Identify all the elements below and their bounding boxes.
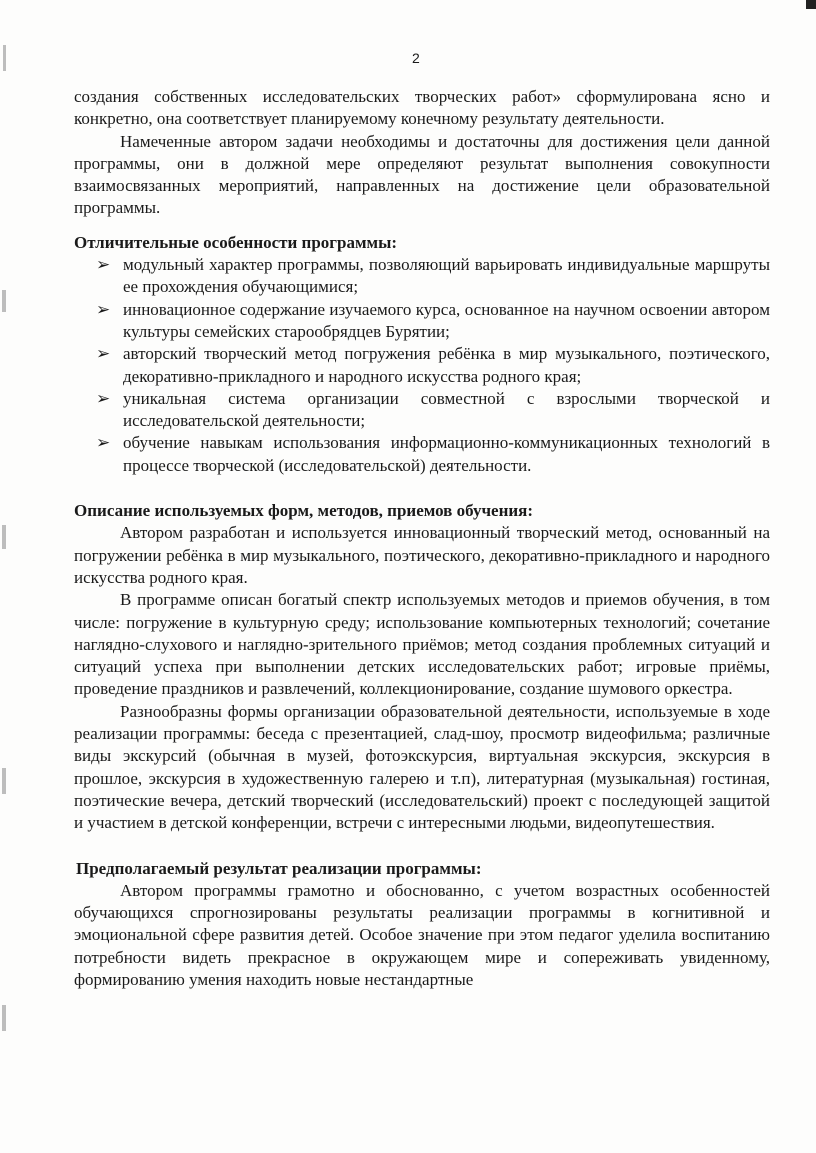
methods-heading: Описание используемых форм, методов, приемов обучения: (74, 501, 534, 521)
arrowhead-bullet-icon: ➢ (96, 433, 111, 454)
features-list (74, 254, 770, 477)
page-number: 2 (412, 50, 420, 66)
features-item-text: обучение навыкам использования информационно-коммуникационных технологий в процессе творческой (исследовательской) деятельности. (123, 433, 770, 475)
features-list-item (74, 388, 770, 433)
scan-corner-mark (806, 0, 816, 9)
methods-paragraph: Автором разработан и используется инновационный творческий метод, основанный на погружении ребёнка в мир музыкального, поэтического, декоративно-прикладного и народного искусства родного края. (74, 523, 770, 587)
arrowhead-bullet-icon: ➢ (96, 299, 111, 320)
scan-edge-mark (3, 45, 6, 71)
page-content (74, 86, 770, 991)
features-list-item (74, 254, 770, 299)
scan-edge-mark (2, 290, 6, 312)
features-item-text: уникальная система организации совместной с взрослыми творческой и исследовательской деятельности; (123, 388, 770, 431)
scan-edge-mark (2, 525, 6, 549)
scan-edge-mark (2, 768, 6, 794)
arrowhead-bullet-icon: ➢ (96, 344, 111, 365)
features-heading: Отличительные особенности программы: (74, 232, 398, 252)
arrowhead-bullet-icon: ➢ (96, 255, 111, 276)
methods-paragraph: В программе описан богатый спектр используемых методов и приемов обучения, в том числе: погружение в культурную среду; использование компьютерных технологий; сочетание наглядно-слухового и наглядно-зрительного приёмов; метод создания проблемных ситуаций и ситуаций успеха при выполнении детских исследовательских работ; игровые приёмы, проведение праздников и развлечений, коллекционирование, создание шумового оркестра. (74, 590, 770, 699)
intro-paragraph: Намеченные автором задачи необходимы и достаточны для достижения цели данной программы, они в должной мере определяют результат выполнения совокупности взаимосвязанных мероприятий, направленных на достижение цели образовательной программы. (74, 131, 770, 218)
features-list-item (74, 432, 770, 477)
features-item-text: инновационное содержание изучаемого курса, основанное на научном освоении автором культуры семейских старообрядцев Бурятии; (123, 299, 770, 341)
result-heading: Предполагаемый результат реализации программы: (76, 858, 482, 878)
scan-edge-mark (2, 1005, 6, 1031)
features-list-item (74, 299, 770, 344)
result-paragraph: Автором программы грамотно и обоснованно, с учетом возрастных особенностей обучающихся спрогнозированы результаты реализации программы в когнитивной и эмоциональной сфере развития детей. Особое значение при этом педагог уделила воспитанию потребности видеть прекрасное в окружающем мире и сопереживать увиденному, формированию умения находить новые нестандартные (74, 880, 770, 989)
arrowhead-bullet-icon: ➢ (96, 388, 111, 409)
features-list-item (74, 343, 770, 388)
methods-paragraph: Разнообразны формы организации образовательной деятельности, используемые в ходе реализации программы: беседа с презентацией, слад-шоу, просмотр видеофильма; различные виды экскурсий (обычная в музей, фотоэкскурсия, виртуальная экскурсия, экскурсия в прошлое, экскурсия в художественную галерею и т.п), литературная (музыкальная) гостиная, поэтические вечера, детский творческий (исследовательский) проект с последующей защитой и участием в детской конференции, встречи с интересными людьми, видеопутешествия. (74, 701, 770, 833)
intro-paragraph: создания собственных исследовательских творческих работ» сформулирована ясно и конкретно, она соответствует планируемому конечному результату деятельности. (74, 87, 770, 129)
features-item-text: модульный характер программы, позволяющий варьировать индивидуальные маршруты ее прохождения обучающимися; (123, 255, 770, 297)
features-item-text: авторский творческий метод погружения ребёнка в мир музыкального, поэтического, декоративно-прикладного и народного искусства родного края; (123, 344, 770, 386)
